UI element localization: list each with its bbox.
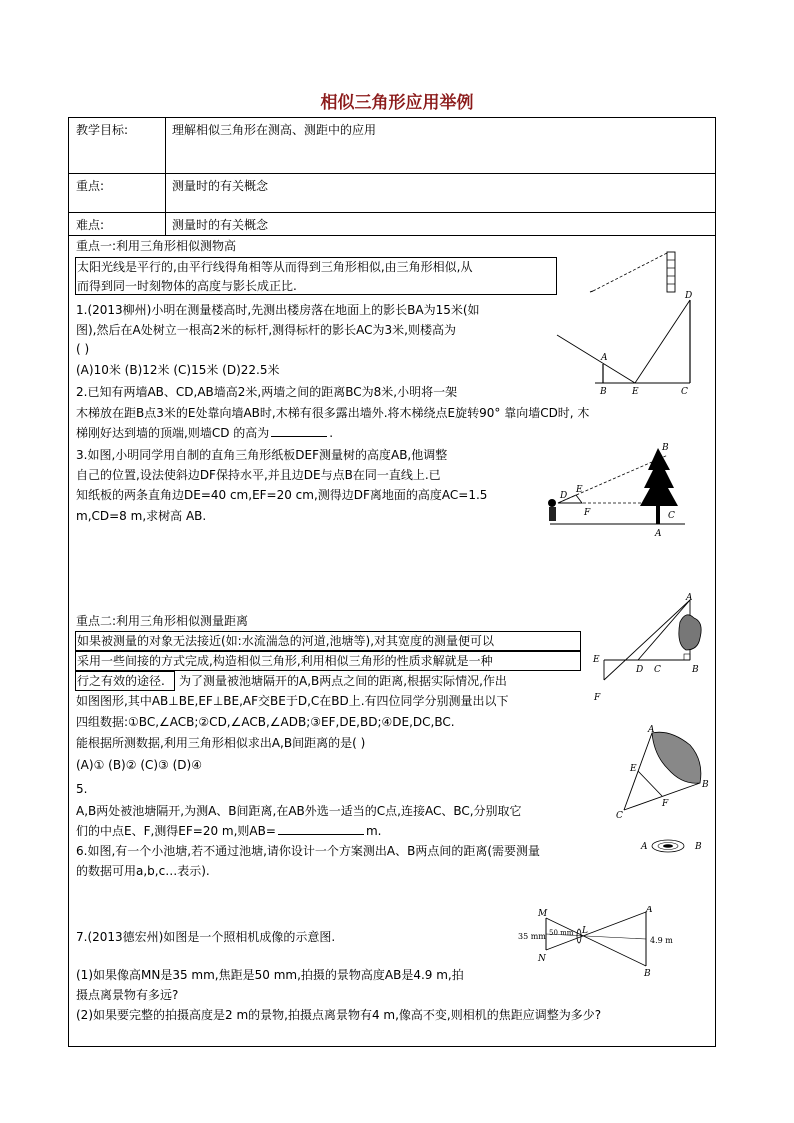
q3-line2: 自己的位置,设法使斜边DF保持水平,并且边DE与点B在同一直线上.已 <box>76 468 441 482</box>
q6-line1: 6.如图,有一个小池塘,若不通过池塘,请你设计一个方案测出A、B两点间的距离(需要测量 <box>76 844 541 858</box>
label-A: A <box>601 353 608 363</box>
section2-box-line1: 如果被测量的对象无法接近(如:水流湍急的河道,池塘等),对其宽度的测量便可以 <box>77 634 495 648</box>
answer-blank <box>278 834 364 835</box>
label-F: F <box>594 693 601 703</box>
label-E: E <box>630 764 637 774</box>
q3-line4: m,CD=8 m,求树高 AB. <box>76 509 207 523</box>
label-A: A <box>655 529 662 539</box>
ladder-figure <box>555 288 705 400</box>
key-point-value: 测量时的有关概念 <box>172 179 269 193</box>
label-A: A <box>686 593 693 603</box>
key-point-label: 重点: <box>76 179 105 193</box>
label-E: E <box>632 387 639 397</box>
label-B: B <box>644 969 651 976</box>
label-D: D <box>560 491 568 501</box>
section2-heading: 重点二:利用三角形相似测量距离 <box>76 614 249 628</box>
q3-line1: 3.如图,小明同学用自制的直角三角形纸板DEF测量树的高度AB,他调整 <box>76 448 448 462</box>
label-C: C <box>654 665 661 675</box>
object-height-label: 4.9 m <box>650 936 673 945</box>
label-A: A <box>641 842 648 852</box>
q5-line1: A,B两处被池塘隔开,为测A、B间距离,在AB外选一适当的C点,连接AC、BC,分别取它 <box>76 804 522 818</box>
difficulty-label: 难点: <box>76 218 105 232</box>
goal-label: 教学目标: <box>76 123 129 137</box>
focal-length-label: 50 mm <box>549 929 574 937</box>
q5-number: 5. <box>76 782 88 796</box>
tree-figure <box>540 440 700 540</box>
label-N: N <box>538 954 546 964</box>
goal-value: 理解相似三角形在测高、测距中的应用 <box>172 123 377 137</box>
label-C: C <box>668 511 675 521</box>
camera-figure <box>518 906 708 976</box>
q6-line2: 的数据可用a,b,c…表示). <box>76 864 210 878</box>
difficulty-value: 测量时的有关概念 <box>172 218 269 232</box>
label-B: B <box>662 443 669 453</box>
label-D: D <box>685 291 693 301</box>
q7-line4: (2)如果要完整的拍摄高度是2 m的景物,拍摄点离景物有4 m,像高不变,则相机的焦距应调整为多少? <box>76 1008 602 1022</box>
label-F: F <box>584 508 591 518</box>
label-L: L <box>582 926 588 936</box>
label-B: B <box>692 665 699 675</box>
small-pond-figure <box>638 835 708 857</box>
q1-line2: 图),然后在A处树立一根高2米的标杆,测得标杆的影长AC为3米,则楼高为 <box>76 323 456 337</box>
label-B: B <box>702 780 709 790</box>
section2-box-line2: 采用一些间接的方式完成,构造相似三角形,利用相似三角形的性质求解就是一种 <box>77 654 493 668</box>
section1-box-line1: 太阳光线是平行的,由平行线得角相等从而得到三角形相似,由三角形相似,从 <box>77 260 473 274</box>
label-E: E <box>576 485 583 495</box>
q4-line6: 能根据所测数据,利用三角形相似求出A,B间距离的是( ) <box>76 736 366 750</box>
q1-line3: ( ) <box>76 342 90 356</box>
q2-line3: 梯刚好达到墙的顶端,则墙CD 的高为 . <box>76 426 334 440</box>
q4-line3: 为了测量被池塘隔开的A,B两点之间的距离,根据实际情况,作出 <box>179 674 507 688</box>
pond-figure <box>590 592 705 707</box>
label-A: A <box>646 906 653 915</box>
q1-line1: 1.(2013柳州)小明在测量楼高时,先测出楼房落在地面上的影长BA为15米(如 <box>76 303 480 317</box>
section1-box-line2: 而得到同一时刻物体的高度与影长成正比. <box>77 279 297 293</box>
q5-line2: 们的中点E、F,测得EF=20 m,则AB= m. <box>76 824 382 838</box>
label-C: C <box>616 811 623 820</box>
label-E: E <box>593 655 600 665</box>
midpoint-figure <box>612 725 712 820</box>
q4-line4: 如图图形,其中AB⊥BE,EF⊥BE,AF交BE于D,C在BD上.有四位同学分别测量出以下 <box>76 694 509 708</box>
q7-line3: 摄点离景物有多远? <box>76 988 179 1002</box>
section1-heading: 重点一:利用三角形相似测物高 <box>76 239 237 253</box>
q7-line2: (1)如果像高MN是35 mm,焦距是50 mm,拍摄的景物高度AB是4.9 m,拍 <box>76 968 464 982</box>
label-C: C <box>681 387 688 397</box>
label-B: B <box>695 842 702 852</box>
q2-line2: 木梯放在距B点3米的E处靠向墙AB时,木梯有很多露出墙外.将木梯绕点E旋转90° 靠向墙CD时, 木 <box>76 406 590 420</box>
label-A: A <box>648 725 655 735</box>
q2-line1: 2.已知有两墙AB、CD,AB墙高2米,两墙之间的距离BC为8米,小明将一架 <box>76 385 458 399</box>
answer-blank <box>271 436 327 437</box>
section2-box-line3: 行之有效的途径. <box>77 674 165 688</box>
q4-options: (A)① (B)② (C)③ (D)④ <box>76 758 202 772</box>
row-divider <box>69 235 715 236</box>
label-M: M <box>538 909 548 919</box>
label-D: D <box>636 665 644 675</box>
image-height-label: 35 mm <box>518 932 546 941</box>
column-divider <box>165 118 166 235</box>
label-B: B <box>600 387 607 397</box>
q1-options: (A)10米 (B)12米 (C)15米 (D)22.5米 <box>76 363 280 377</box>
q4-line5: 四组数据:①BC,∠ACB;②CD,∠ACB,∠ADB;③EF,DE,BD;④DE,DC,BC. <box>76 715 455 729</box>
page-title: 相似三角形应用举例 <box>320 93 474 113</box>
q7-line1: 7.(2013德宏州)如图是一个照相机成像的示意图. <box>76 930 336 944</box>
q3-line3: 知纸板的两条直角边DE=40 cm,EF=20 cm,测得边DF离地面的高度AC=1.5 <box>76 488 488 502</box>
label-F: F <box>662 799 669 809</box>
